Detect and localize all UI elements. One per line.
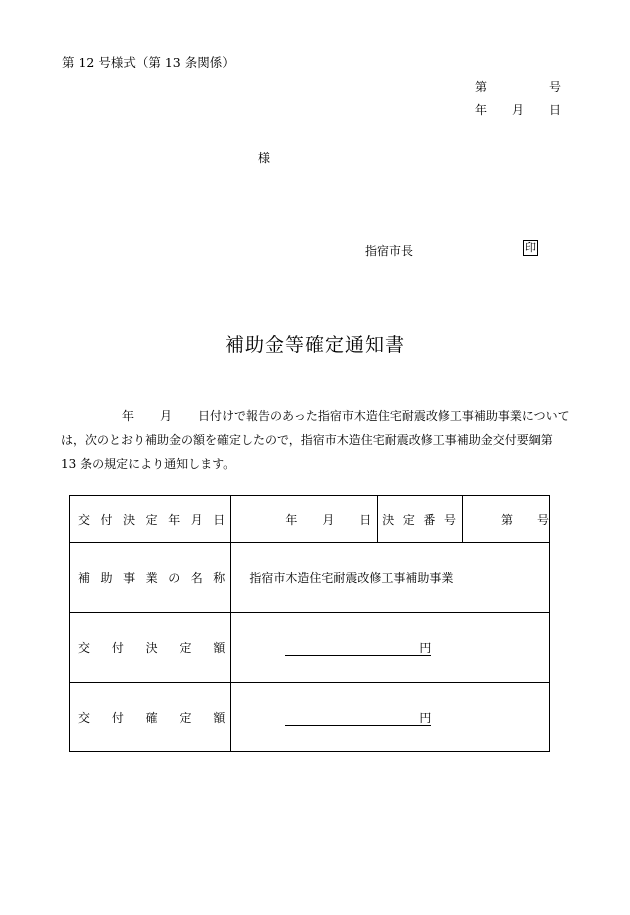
project-name-label-char: 名 xyxy=(190,571,203,585)
body-line-1 xyxy=(61,404,573,428)
project-name-label-char: の xyxy=(168,571,181,585)
decision-amount-blank xyxy=(285,641,419,656)
confirmed-amount-label-char: 定 xyxy=(179,710,192,725)
project-name-label xyxy=(70,543,231,613)
project-name-label-char: 称 xyxy=(213,571,226,585)
table-row-decision-amount xyxy=(70,613,550,683)
decision-number-suffix: 号 xyxy=(536,512,549,527)
confirmed-amount-label-char: 交 xyxy=(78,710,91,725)
seal-mark: 印 xyxy=(525,241,536,254)
project-name-label-char: 補 xyxy=(78,571,91,585)
document-date xyxy=(475,101,561,118)
decision-date-year: 年 xyxy=(285,512,298,527)
body-date-year: 年 xyxy=(122,409,135,423)
confirmation-table xyxy=(69,495,550,752)
decision-amount-label-char: 決 xyxy=(145,641,158,655)
table-row-decision-date xyxy=(70,496,550,543)
decision-amount-label-char: 交 xyxy=(78,641,91,655)
decision-date-label xyxy=(70,496,231,543)
decision-date-label-char: 年 xyxy=(168,512,181,527)
decision-amount-label-char: 額 xyxy=(213,641,226,655)
decision-date-label-char: 月 xyxy=(190,512,203,527)
notice-body xyxy=(61,404,573,476)
decision-date-month: 月 xyxy=(322,512,335,527)
project-name-label-char: 助 xyxy=(100,571,113,585)
decision-number-label-char: 定 xyxy=(402,512,415,527)
project-name-label-char: 業 xyxy=(145,571,158,585)
document-date-day: 日 xyxy=(548,103,561,117)
decision-date-value xyxy=(231,496,378,543)
sender: 指宿市長 xyxy=(365,244,414,258)
addressee: 様 xyxy=(258,151,271,165)
document-date-month: 月 xyxy=(511,103,524,117)
confirmed-amount-label-char: 確 xyxy=(145,710,158,725)
decision-date-label-char: 日 xyxy=(213,512,226,527)
confirmed-amount-blank xyxy=(285,711,419,726)
decision-number-label-char: 号 xyxy=(443,512,456,527)
body-line-2: は，次のとおり補助金の額を確定したので，指宿市木造住宅耐震改修工事補助金交付要綱第 xyxy=(61,433,553,447)
project-name-label-char: 事 xyxy=(123,571,136,585)
project-name-value: 指宿市木造住宅耐震改修工事補助事業 xyxy=(231,543,550,613)
document-date-year: 年 xyxy=(475,103,488,117)
confirmed-amount-label xyxy=(70,683,231,752)
form-number: 第 12 号様式（第 13 条関係） xyxy=(62,55,235,70)
document-number-prefix: 第 xyxy=(475,80,488,94)
decision-date-label-char: 付 xyxy=(100,512,113,527)
decision-amount-label xyxy=(70,613,231,683)
decision-amount-unit: 円 xyxy=(419,641,432,655)
confirmed-amount-label-char: 額 xyxy=(213,710,226,725)
decision-number-label xyxy=(378,496,463,543)
decision-amount-value xyxy=(231,613,550,683)
decision-number-prefix: 第 xyxy=(501,512,514,527)
decision-date-day: 日 xyxy=(359,512,372,527)
decision-date-label-char: 交 xyxy=(78,512,91,527)
decision-amount-label-char: 定 xyxy=(179,641,192,655)
table-row-confirmed-amount xyxy=(70,683,550,752)
body-line-1-text: 日付けで報告のあった指宿市木造住宅耐震改修工事補助事業について xyxy=(198,409,570,423)
confirmed-amount-unit: 円 xyxy=(419,710,432,725)
body-line-3: 13 条の規定により通知します。 xyxy=(61,457,236,471)
body-date-month: 月 xyxy=(160,409,173,423)
confirmed-amount-value xyxy=(231,683,550,752)
decision-number-value xyxy=(463,496,550,543)
decision-amount-label-char: 付 xyxy=(111,641,124,655)
confirmed-amount-label-char: 付 xyxy=(111,710,124,725)
decision-number-label-char: 番 xyxy=(423,512,436,527)
document-number xyxy=(475,78,561,95)
decision-date-label-char: 決 xyxy=(123,512,136,527)
document-title: 補助金等確定通知書 xyxy=(224,334,405,356)
document-number-suffix: 号 xyxy=(548,80,561,94)
decision-date-label-char: 定 xyxy=(145,512,158,527)
decision-number-label-char: 決 xyxy=(382,512,395,527)
table-row-project-name xyxy=(70,543,550,613)
